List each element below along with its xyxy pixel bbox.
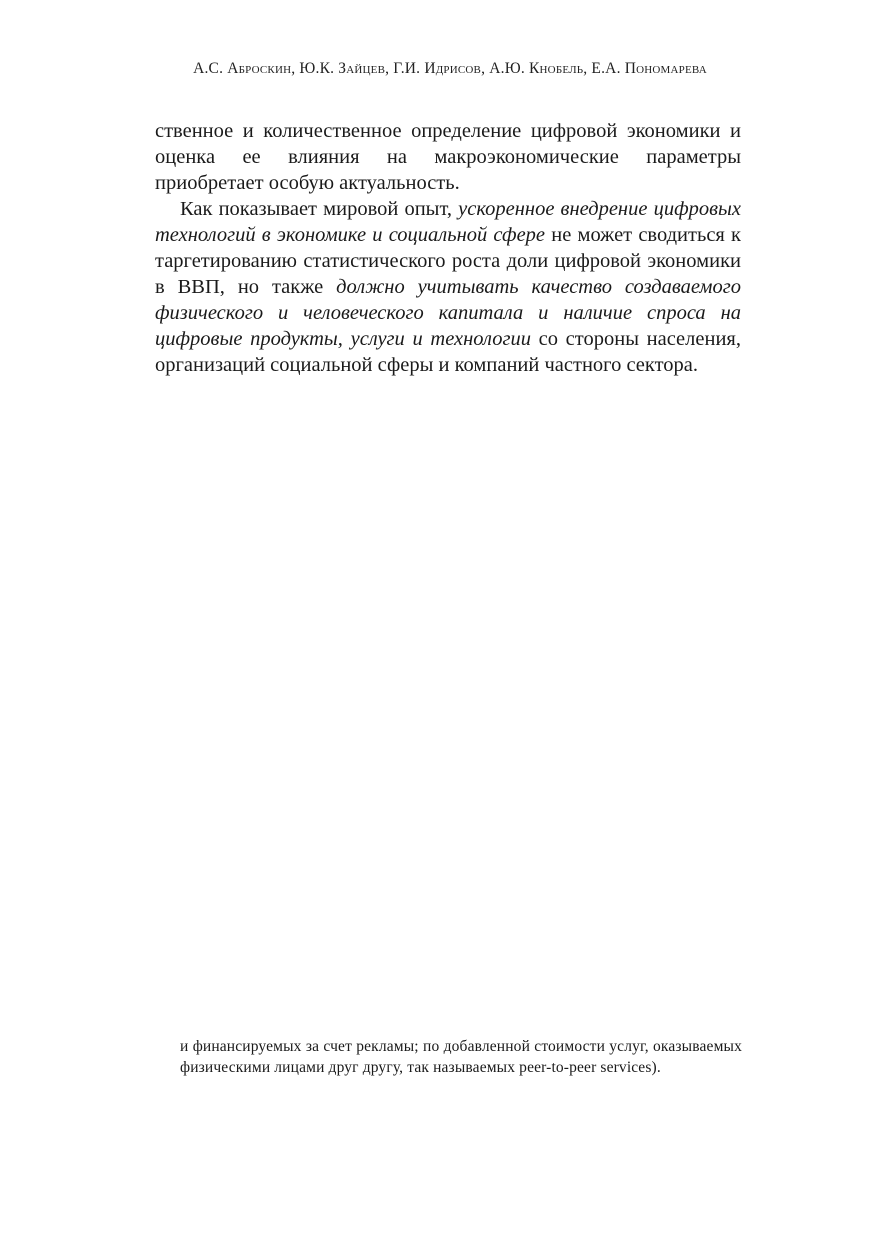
paragraph-2-text-2: не может сводиться к таргетированию статистического роста доли цифровой экономики в ВВП, но также	[155, 224, 742, 298]
footnote	[180, 1036, 742, 1078]
paragraph-1: ственное и количественное определение цифровой экономики и оценка ее влияния на макроэкономические параметры приобретает особую актуальность.	[155, 120, 741, 194]
paragraph-2-emphasis-2: должно учитывать качество создаваемого физического и человеческого капитала и наличие спроса на цифровые продукты, услуги и технологии	[155, 276, 742, 350]
paragraph-2-text-3: со стороны населения, организаций социальной сферы и компаний частного сектора.	[155, 328, 741, 376]
paragraph-2-emphasis-1: ускоренное внедрение цифровых технологий в экономике и социальной сфере	[155, 198, 742, 246]
footnote-text: и финансируемых за счет рекламы; по добавленной стоимости услуг, оказываемых физическими лицами друг другу, так называемых peer-to-peer services).	[180, 1038, 742, 1076]
running-head: А.С. Аброскин, Ю.К. Зайцев, Г.И. Идрисов, А.Ю. Кнобель, Е.А. Пономарева	[193, 60, 707, 77]
paragraph-2-text-1: Как показывает мировой опыт,	[180, 198, 459, 220]
main-text	[155, 118, 741, 378]
paragraph-2	[155, 196, 741, 378]
